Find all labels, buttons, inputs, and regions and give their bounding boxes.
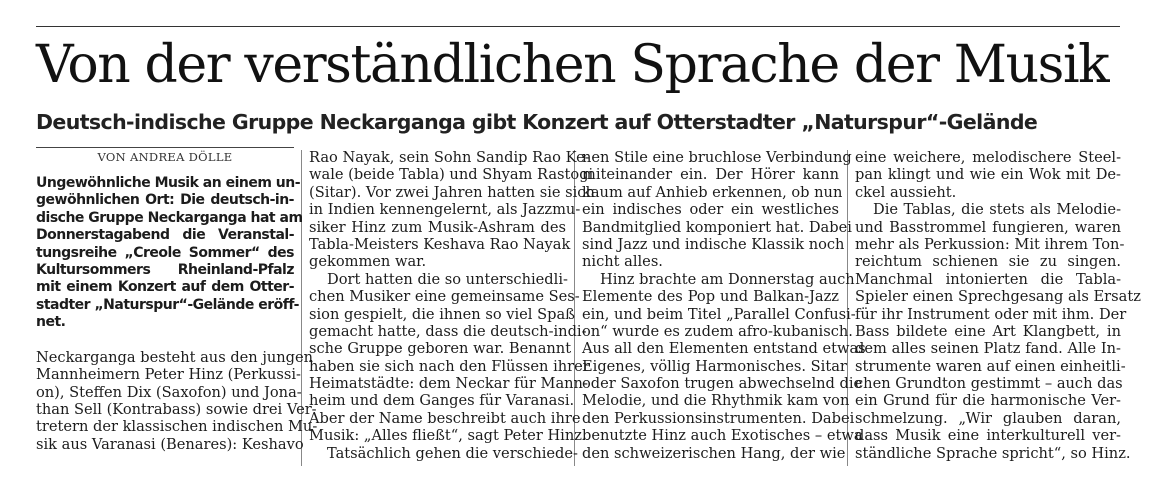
lead-line: Ungewöhnliche Musik an einem un- [36,175,301,191]
text-line: strumente waren auf einen einheitli- [855,357,1126,375]
lead-line: dische Gruppe Neckarganga hat am [36,209,303,226]
text-line: schmelzung. „Wir glauben daran, [855,409,1121,427]
lead-line: stadter „Naturspur“-Gelände eröff- [36,296,299,313]
lead-line: tungsreihe „Creole Sommer“ des [36,244,294,261]
text-line: den schweizerischen Hang, der wie [582,444,846,462]
text-line: Musik: „Alles fließt“, sagt Peter Hinz. [309,427,587,445]
text-line: reichtum schienen sie zu singen. [855,253,1121,271]
text-line: tretern der klassischen indischen Mu- [36,418,318,436]
text-line: siker Hinz zum Musik-Ashram des [309,218,566,236]
text-line: gekommen war. [309,253,427,271]
text-line: nicht alles. [582,253,663,271]
article-column-2 [309,149,595,462]
text-line: haben sie sich nach den Flüssen ihrer [309,357,590,375]
text-line: chen Musiker eine gemeinsame Ses- [309,288,580,306]
text-line: wale (beide Tabla) und Shyam Rastogi [309,166,594,184]
text-line: Elemente des Pop und Balkan-Jazz [582,288,839,306]
text-line: miteinander ein. Der Hörer kann [582,166,839,184]
text-line: on), Steffen Dix (Saxofon) und Jona- [36,383,302,401]
lead-line: net. [36,314,66,331]
text-line: ein Grund für die harmonische Ver- [855,392,1121,410]
text-line: on“ wurde es zudem afro-kubanisch. [582,322,853,340]
text-line: Aber der Name beschreibt auch ihre [309,409,581,427]
lead-line: Kultursommers Rheinland-Pfalz [36,261,294,278]
text-line: Manchmal intonierten die Tabla- [855,270,1121,288]
text-line: gemacht hatte, dass die deutsch-indi- [309,322,587,340]
text-line: oder Saxofon trugen abwechselnd die [582,375,863,393]
text-line: ein indisches oder ein westliches [582,201,839,219]
text-line: sion gespielt, die ihnen so viel Spaß [309,305,575,323]
text-line: than Sell (Kontrabass) sowie drei Ver- [36,401,317,419]
byline-rule [36,147,294,148]
text-line: in Indien kennengelernt, als Jazzmu- [309,201,581,219]
text-line: pan klingt und wie ein Wok mit De- [855,166,1121,184]
text-line: ein, und beim Titel „Parallel Confusi- [582,305,856,323]
text-line: heim und dem Ganges für Varanasi. [309,392,575,410]
text-line: dem alles seinen Platz fand. Alle In- [855,340,1121,358]
top-rule [36,26,1120,27]
text-line: Eigenes, völlig Harmonisches. Sitar [582,357,847,375]
text-line: sind Jazz und indische Klassik noch [582,235,845,253]
text-line: den Perkussionsinstrumenten. Dabei [582,409,855,427]
subheadline: Deutsch-indische Gruppe Neckarganga gibt Konzert auf Otterstadter „Naturspur“-Gelände [36,110,1038,134]
text-line: dass Musik eine interkulturell ver- [855,427,1121,445]
text-line: Neckarganga besteht aus den jungen [36,348,314,366]
text-line: Die Tablas, die stets als Melodie- [873,201,1121,219]
text-line: Tabla-Meisters Keshava Rao Nayak [309,235,571,253]
text-line: Hinz brachte am Donnerstag auch [600,270,855,288]
text-line: sche Gruppe geboren war. Benannt [309,340,572,358]
text-line: Rao Nayak, sein Sohn Sandip Rao Ke- [309,149,590,166]
article-column-3 [582,149,866,462]
text-line: mehr als Perkussion: Mit ihrem Ton- [855,235,1125,253]
text-line: Mannheimern Peter Hinz (Perkussi- [36,366,301,384]
text-line: Heimatstädte: dem Neckar für Mann- [309,375,588,393]
text-line: Aus all den Elementen entstand etwas [582,340,866,358]
text-line: Dort hatten die so unterschiedli- [327,270,568,288]
text-line: Melodie, und die Rhythmik kam von [582,392,850,410]
text-line: Bass bildete eine Art Klangbett, in [855,322,1121,340]
text-line: chen Grundton gestimmt – auch das [855,375,1123,393]
lead-line: gewöhnlichen Ort: Die deutsch-in- [36,192,294,209]
body-paragraph [36,348,318,453]
text-line: nen Stile eine bruchlose Verbindung [582,149,852,166]
text-line: ckel aussieht. [855,183,957,201]
lead-line: Donnerstagabend die Veranstal- [36,227,294,244]
lead-paragraph [36,175,303,332]
headline: Von der verständlichen Sprache der Musik [36,35,1109,95]
text-line: (Sitar). Vor zwei Jahren hatten sie sich [309,183,595,201]
text-line: Bandmitglied komponiert hat. Dabei [582,218,852,236]
text-line: und Basstrommel fungieren, waren [855,218,1121,236]
text-line: eine weichere, melodischere Steel- [855,149,1121,166]
text-line: ständliche Sprache spricht“, so Hinz. [855,444,1131,462]
article-column-1 [36,175,318,453]
text-line: sik aus Varanasi (Benares): Keshavo [36,435,304,453]
text-line: benutzte Hinz auch Exotisches – etwa [582,427,863,445]
text-line: für ihr Instrument oder mit ihm. Der [855,305,1127,323]
text-line: kaum auf Anhieb erkennen, ob nun [582,183,843,201]
byline: VON ANDREA DÖLLE [97,150,233,164]
text-line: Tatsächlich gehen die verschiede- [327,444,578,462]
text-line: Spieler einen Sprechgesang als Ersatz [855,288,1141,306]
article-column-4 [855,149,1141,462]
lead-line: mit einem Konzert auf dem Otter- [36,279,294,296]
